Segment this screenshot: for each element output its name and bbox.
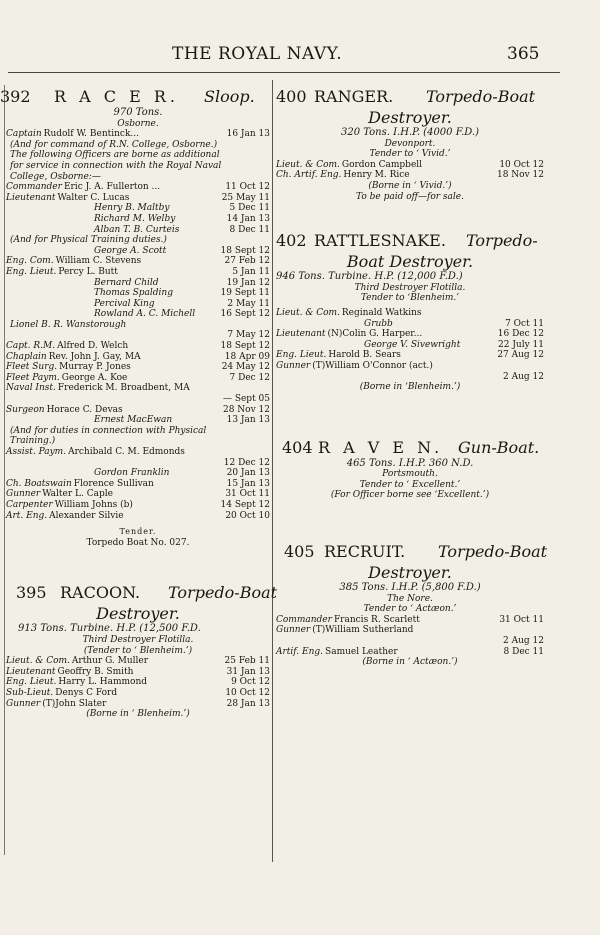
flotilla: Third Destroyer Flotilla. xyxy=(354,282,466,293)
officer-name: Alfred D. Welch xyxy=(57,341,129,352)
ship-number: 395 xyxy=(16,583,47,603)
rank-label: Fleet Paym. xyxy=(6,372,60,383)
officer-line xyxy=(276,350,544,361)
seniority-date: 2 May 11 xyxy=(227,298,270,309)
borne-note: (Borne in ‘ Actæon.’) xyxy=(362,657,458,668)
officer-name xyxy=(276,636,503,647)
officer-line xyxy=(6,161,270,172)
officer-line xyxy=(6,656,270,667)
officer-line xyxy=(6,278,270,289)
seniority-date: 31 Jan 13 xyxy=(226,666,270,677)
officer-line xyxy=(6,193,270,204)
officer-name: Gordon Campbell xyxy=(341,159,423,170)
ship-type-cont: Boat Destroyer. xyxy=(346,252,474,272)
officer-line xyxy=(6,436,270,447)
officer-name: Arthur G. Muller xyxy=(71,656,149,667)
seniority-date: 16 Jan 13 xyxy=(226,129,270,140)
borne-note: (For Officer borne see ‘Excellent.’) xyxy=(330,490,490,501)
officer-list-ranger xyxy=(276,160,544,181)
ship-heading-racer xyxy=(0,86,270,108)
officer-line xyxy=(6,500,270,511)
ship-name: RACOON. xyxy=(60,583,141,603)
ship-heading-raven xyxy=(276,437,544,459)
officer-list-racer xyxy=(6,129,270,521)
seniority-date: — Sept 05 xyxy=(222,394,270,405)
rank-label: Commander xyxy=(6,182,62,193)
officer-name: (T)William O'Connor (act.) xyxy=(312,360,433,371)
officer-name xyxy=(276,372,503,383)
officer-name: Richard M. Welby xyxy=(94,213,176,224)
officer-name: William Johns (b) xyxy=(54,499,133,510)
officer-name: Henry B. Maltby xyxy=(94,203,170,214)
ship-number: 400 xyxy=(276,87,307,106)
officer-line xyxy=(6,468,270,479)
tender-heading: Tender. xyxy=(119,527,157,537)
ship-heading-ranger xyxy=(276,86,544,108)
officer-line xyxy=(276,361,544,372)
ship-station: Osborne. xyxy=(117,118,159,129)
officer-name: Reginald Watkins xyxy=(341,307,422,318)
officer-name: Lionel B. R. Wanstorough xyxy=(10,319,127,330)
ship-station: The Nore. xyxy=(387,593,433,604)
rank-label: Carpenter xyxy=(6,499,53,510)
rank-label: Chaplain xyxy=(6,351,47,362)
officer-name: Bernard Child xyxy=(94,277,159,288)
rank-label: Lieutenant xyxy=(6,192,56,203)
ship-station: Portsmouth. xyxy=(382,469,438,480)
officer-name: Percy L. Butt xyxy=(58,266,118,277)
officer-name: Ernest MacEwan xyxy=(94,415,173,426)
borne-note: (Borne in ‘ Vivid.’) xyxy=(368,180,452,191)
ship-number: 402 xyxy=(276,231,307,251)
ship-type: Torpedo- xyxy=(466,231,538,251)
officer-line xyxy=(6,140,270,151)
officer-name: Training.) xyxy=(10,436,56,447)
officer-line xyxy=(276,308,544,319)
officer-name: (And for command of R.N. College, Osborne.) xyxy=(10,139,218,150)
officer-name: Harry L. Hammond xyxy=(58,677,148,688)
officer-line xyxy=(6,447,270,458)
seniority-date: 24 May 12 xyxy=(221,362,270,373)
seniority-date: 10 Oct 12 xyxy=(499,159,544,170)
ship-type: Sloop. xyxy=(204,87,255,106)
officer-name: College, Osborne:— xyxy=(10,171,101,182)
officer-line xyxy=(276,636,544,647)
officer-name: Eric J. A. Fullerton ... xyxy=(63,182,161,193)
seniority-date: 10 Oct 12 xyxy=(225,687,270,698)
officer-line xyxy=(6,667,270,678)
rank-label: Sub-Lieut. xyxy=(6,687,54,698)
rank-label: Lieutenant xyxy=(6,666,56,677)
officer-name: Samuel Leather xyxy=(325,646,398,657)
ship-type-cont: Destroyer. xyxy=(368,108,452,127)
disposal-note: To be paid off—for sale. xyxy=(356,191,464,202)
seniority-date: 28 Nov 12 xyxy=(222,404,270,415)
ship-name: R A V E N. xyxy=(318,437,444,457)
ship-tonnage: 320 Tons. I.H.P. (4000 F.D.) xyxy=(340,127,480,138)
officer-line xyxy=(6,511,270,522)
officer-name: Harold B. Sears xyxy=(328,350,401,361)
seniority-date: 27 Aug 12 xyxy=(497,350,544,361)
tender-note: Tender to ‘Blenheim.’ xyxy=(360,293,460,304)
officer-line xyxy=(6,373,270,384)
rank-label: Eng. Lieut. xyxy=(6,266,57,277)
rank-label: Captain xyxy=(6,129,42,140)
officer-name: (And for duties in connection with Physical xyxy=(10,425,207,436)
seniority-date: 28 Jan 13 xyxy=(226,698,270,709)
seniority-date: 5 Jan 11 xyxy=(232,266,270,277)
officer-name: Denys C Ford xyxy=(55,687,118,698)
officer-line xyxy=(6,246,270,257)
seniority-date: 2 Aug 12 xyxy=(503,371,544,382)
rank-label: Assist. Paym. xyxy=(6,447,67,457)
ship-heading-racoon xyxy=(6,582,278,604)
officer-line xyxy=(6,172,270,183)
officer-line xyxy=(6,309,270,320)
officer-name: (And for Physical Training duties.) xyxy=(10,235,167,246)
seniority-date: 31 Oct 11 xyxy=(499,614,544,625)
officer-name: Rudolf W. Bentinck... xyxy=(43,129,139,140)
officer-line xyxy=(6,288,270,299)
header-rule xyxy=(8,72,560,73)
officer-line xyxy=(6,677,270,688)
seniority-date: 27 Feb 12 xyxy=(224,256,270,267)
ship-heading-recruit xyxy=(276,541,548,563)
ship-type: Torpedo-Boat xyxy=(426,87,536,106)
officer-name: Rev. John J. Gay, MA xyxy=(48,351,141,362)
rank-label: Gunner xyxy=(6,489,41,500)
officer-line xyxy=(6,362,270,373)
seniority-date: 16 Dec 12 xyxy=(497,329,544,340)
tender-name: Torpedo Boat No. 027. xyxy=(86,537,190,548)
seniority-date: 14 Sept 12 xyxy=(220,499,270,510)
officer-line xyxy=(6,330,270,341)
rank-label: Naval Inst. xyxy=(6,383,56,394)
officer-line xyxy=(276,319,544,330)
officer-name xyxy=(6,330,227,341)
seniority-date: 19 Sept 11 xyxy=(220,288,270,299)
officer-line xyxy=(276,170,544,181)
seniority-date: 18 Apr 09 xyxy=(224,351,270,362)
ship-tonnage: 970 Tons. xyxy=(113,107,163,118)
ship-tonnage: 385 Tons. I.H.P. (5,800 F.D.) xyxy=(339,582,481,594)
rank-label: Lieutenant xyxy=(276,329,326,340)
rank-label: Gunner xyxy=(6,698,41,709)
tender-note: Tender to ‘ Vivid.’ xyxy=(369,149,451,160)
seniority-date: 18 Sept 12 xyxy=(220,341,270,352)
ship-number: 404 xyxy=(282,437,313,457)
ship-name: RATTLESNAKE. xyxy=(314,231,446,251)
seniority-date: 8 Dec 11 xyxy=(503,646,544,657)
officer-line xyxy=(6,235,270,246)
ship-name: R A C E R. xyxy=(54,87,179,106)
officer-name: Gordon Franklin xyxy=(94,468,170,479)
seniority-date: 5 Dec 11 xyxy=(229,203,270,214)
officer-name: (N)Colin G. Harper... xyxy=(327,329,423,340)
officer-line xyxy=(276,340,544,351)
seniority-date: 31 Oct 11 xyxy=(225,489,270,500)
officer-name: George A. Koe xyxy=(61,372,128,383)
rank-label: Capt. R.M. xyxy=(6,341,56,352)
seniority-date: 11 Oct 12 xyxy=(225,182,270,193)
officer-name: Geoffry B. Smith xyxy=(57,666,134,677)
seniority-date: 25 May 11 xyxy=(221,192,270,203)
officer-line xyxy=(6,699,270,710)
officer-name: The following Officers are borne as additional xyxy=(10,150,220,161)
officer-name: Walter L. Caple xyxy=(42,489,113,500)
rank-label: Ch. Artif. Eng. xyxy=(276,170,342,181)
officer-line xyxy=(6,225,270,236)
seniority-date: 20 Oct 10 xyxy=(225,510,270,521)
officer-line xyxy=(6,688,270,699)
officer-line xyxy=(6,203,270,214)
flotilla: Third Destroyer Flotilla. xyxy=(82,634,194,645)
rank-label: Fleet Surg. xyxy=(6,362,58,373)
ship-type-cont: Destroyer. xyxy=(96,604,180,624)
officer-line xyxy=(6,394,270,405)
ship-name: RANGER. xyxy=(314,87,394,106)
running-title: THE ROYAL NAVY. xyxy=(172,44,343,64)
left-margin-rule xyxy=(4,85,5,855)
officer-name: Rowland A. C. Michell xyxy=(94,309,196,320)
rank-label: Lieut. & Com. xyxy=(276,307,340,318)
officer-line xyxy=(276,625,544,636)
ship-name: RECRUIT. xyxy=(324,542,406,562)
seniority-date: 8 Dec 11 xyxy=(229,224,270,235)
officer-name: Walter C. Lucas xyxy=(57,192,130,203)
rank-label: Gunner xyxy=(276,625,311,636)
officer-line xyxy=(276,160,544,171)
tender-note: Tender to ‘ Actæon.’ xyxy=(363,604,457,615)
rank-label: Surgeon xyxy=(6,404,45,415)
rank-label: Eng. Lieut. xyxy=(276,350,327,361)
ship-tonnage: 946 Tons. Turbine. H.P. (12,000 F.D.) xyxy=(276,271,463,283)
page-number: 365 xyxy=(507,44,540,64)
rank-label: Lieut. & Com. xyxy=(276,159,340,170)
rank-label: Gunner xyxy=(276,360,311,371)
officer-name: Alexander Silvie xyxy=(49,510,124,521)
officer-name: Horace C. Devas xyxy=(46,404,123,415)
officer-line xyxy=(6,267,270,278)
borne-note: (Borne in ‘Blenheim.’) xyxy=(359,382,461,393)
seniority-date: 15 Jan 13 xyxy=(226,478,270,489)
officer-line xyxy=(6,129,270,140)
borne-note: (Borne in ‘ Blenheim.’) xyxy=(86,709,190,720)
officer-name: Thomas Spalding xyxy=(94,288,173,299)
officer-list-recruit xyxy=(276,615,544,657)
officer-line xyxy=(276,615,544,626)
officer-line xyxy=(6,426,270,437)
seniority-date: 7 May 12 xyxy=(227,330,270,341)
seniority-date: 18 Sept 12 xyxy=(220,245,270,256)
officer-name: Frederick M. Broadbent, MA xyxy=(57,383,190,394)
seniority-date: 13 Jan 13 xyxy=(226,415,270,426)
rank-label: Lieut. & Com. xyxy=(6,656,70,667)
officer-line xyxy=(276,329,544,340)
ship-type: Torpedo-Boat xyxy=(438,542,548,562)
officer-line xyxy=(6,352,270,363)
seniority-date: 20 Jan 13 xyxy=(226,468,270,479)
officer-name: Percival King xyxy=(94,298,155,309)
rank-label: Commander xyxy=(276,614,332,625)
officer-line xyxy=(6,182,270,193)
ship-tonnage: 913 Tons. Turbine. H.P. (12,500 F.D. xyxy=(18,623,201,635)
seniority-date: 7 Dec 12 xyxy=(229,372,270,383)
officer-name: Henry M. Rice xyxy=(343,170,410,181)
officer-line xyxy=(6,489,270,500)
ship-number: 392 xyxy=(0,87,31,106)
officer-name: (T)William Sutherland xyxy=(312,625,414,636)
officer-line xyxy=(276,647,544,658)
rank-label: Eng. Lieut. xyxy=(6,677,57,688)
officer-list-racoon xyxy=(6,656,270,709)
officer-name xyxy=(6,394,223,405)
officer-name: Francis R. Scarlett xyxy=(333,614,420,625)
officer-name xyxy=(6,458,224,469)
officer-line xyxy=(6,458,270,469)
officer-name: Archibald C. M. Edmonds xyxy=(68,447,185,457)
tender-note: (Tender to ‘ Blenheim.’) xyxy=(83,645,193,656)
rank-label: Eng. Com. xyxy=(6,256,54,267)
officer-line xyxy=(6,256,270,267)
officer-name: Grubb xyxy=(364,318,393,329)
left-column xyxy=(0,86,278,720)
ship-tonnage: 465 Tons. I.H.P. 360 N.D. xyxy=(346,457,474,469)
seniority-date: 12 Dec 12 xyxy=(223,457,270,468)
right-column xyxy=(276,86,548,668)
seniority-date: 22 July 11 xyxy=(498,339,544,350)
officer-name: Alban T. B. Curteis xyxy=(94,224,180,235)
ship-type-cont: Destroyer. xyxy=(368,563,452,583)
officer-name: George V. Sivewright xyxy=(364,339,461,350)
ship-heading-rattlesnake xyxy=(276,230,544,252)
rank-label: Artif. Eng. xyxy=(276,646,324,657)
officer-name: Murray P. Jones xyxy=(59,362,131,373)
officer-line xyxy=(6,320,270,331)
rank-label: Art. Eng. xyxy=(6,510,48,521)
officer-line xyxy=(6,479,270,490)
officer-line xyxy=(6,383,270,394)
page-header xyxy=(0,44,600,66)
seniority-date: 14 Jan 13 xyxy=(226,213,270,224)
officer-line xyxy=(6,415,270,426)
ship-type: Gun-Boat. xyxy=(458,437,540,457)
seniority-date: 9 Oct 12 xyxy=(231,677,270,688)
officer-name: William C. Stevens xyxy=(55,256,142,267)
column-divider xyxy=(272,80,273,862)
seniority-date: 25 Feb 11 xyxy=(224,656,270,667)
officer-name: (T)John Slater xyxy=(42,698,107,709)
officer-name: Florence Sullivan xyxy=(73,478,154,489)
seniority-date: 16 Sept 12 xyxy=(220,309,270,320)
officer-line xyxy=(6,405,270,416)
seniority-date: 18 Nov 12 xyxy=(496,170,544,181)
rank-label: Ch. Boatswain xyxy=(6,478,72,489)
officer-line xyxy=(6,214,270,225)
tender-note: Tender to ‘ Excellent.’ xyxy=(359,479,461,490)
ship-number: 405 xyxy=(284,542,315,562)
seniority-date: 7 Oct 11 xyxy=(505,318,544,329)
officer-line xyxy=(6,299,270,310)
officer-line xyxy=(276,372,544,383)
officer-name: George A. Scott xyxy=(94,245,167,256)
officer-line xyxy=(6,150,270,161)
seniority-date: 2 Aug 12 xyxy=(503,636,544,647)
officer-line xyxy=(6,341,270,352)
seniority-date: 19 Jan 12 xyxy=(226,277,270,288)
officer-name: for service in connection with the Royal Naval xyxy=(10,160,222,171)
officer-list-rattlesnake xyxy=(276,308,544,382)
ship-type: Torpedo-Boat xyxy=(168,583,278,603)
ship-station: Devonport. xyxy=(384,138,436,149)
